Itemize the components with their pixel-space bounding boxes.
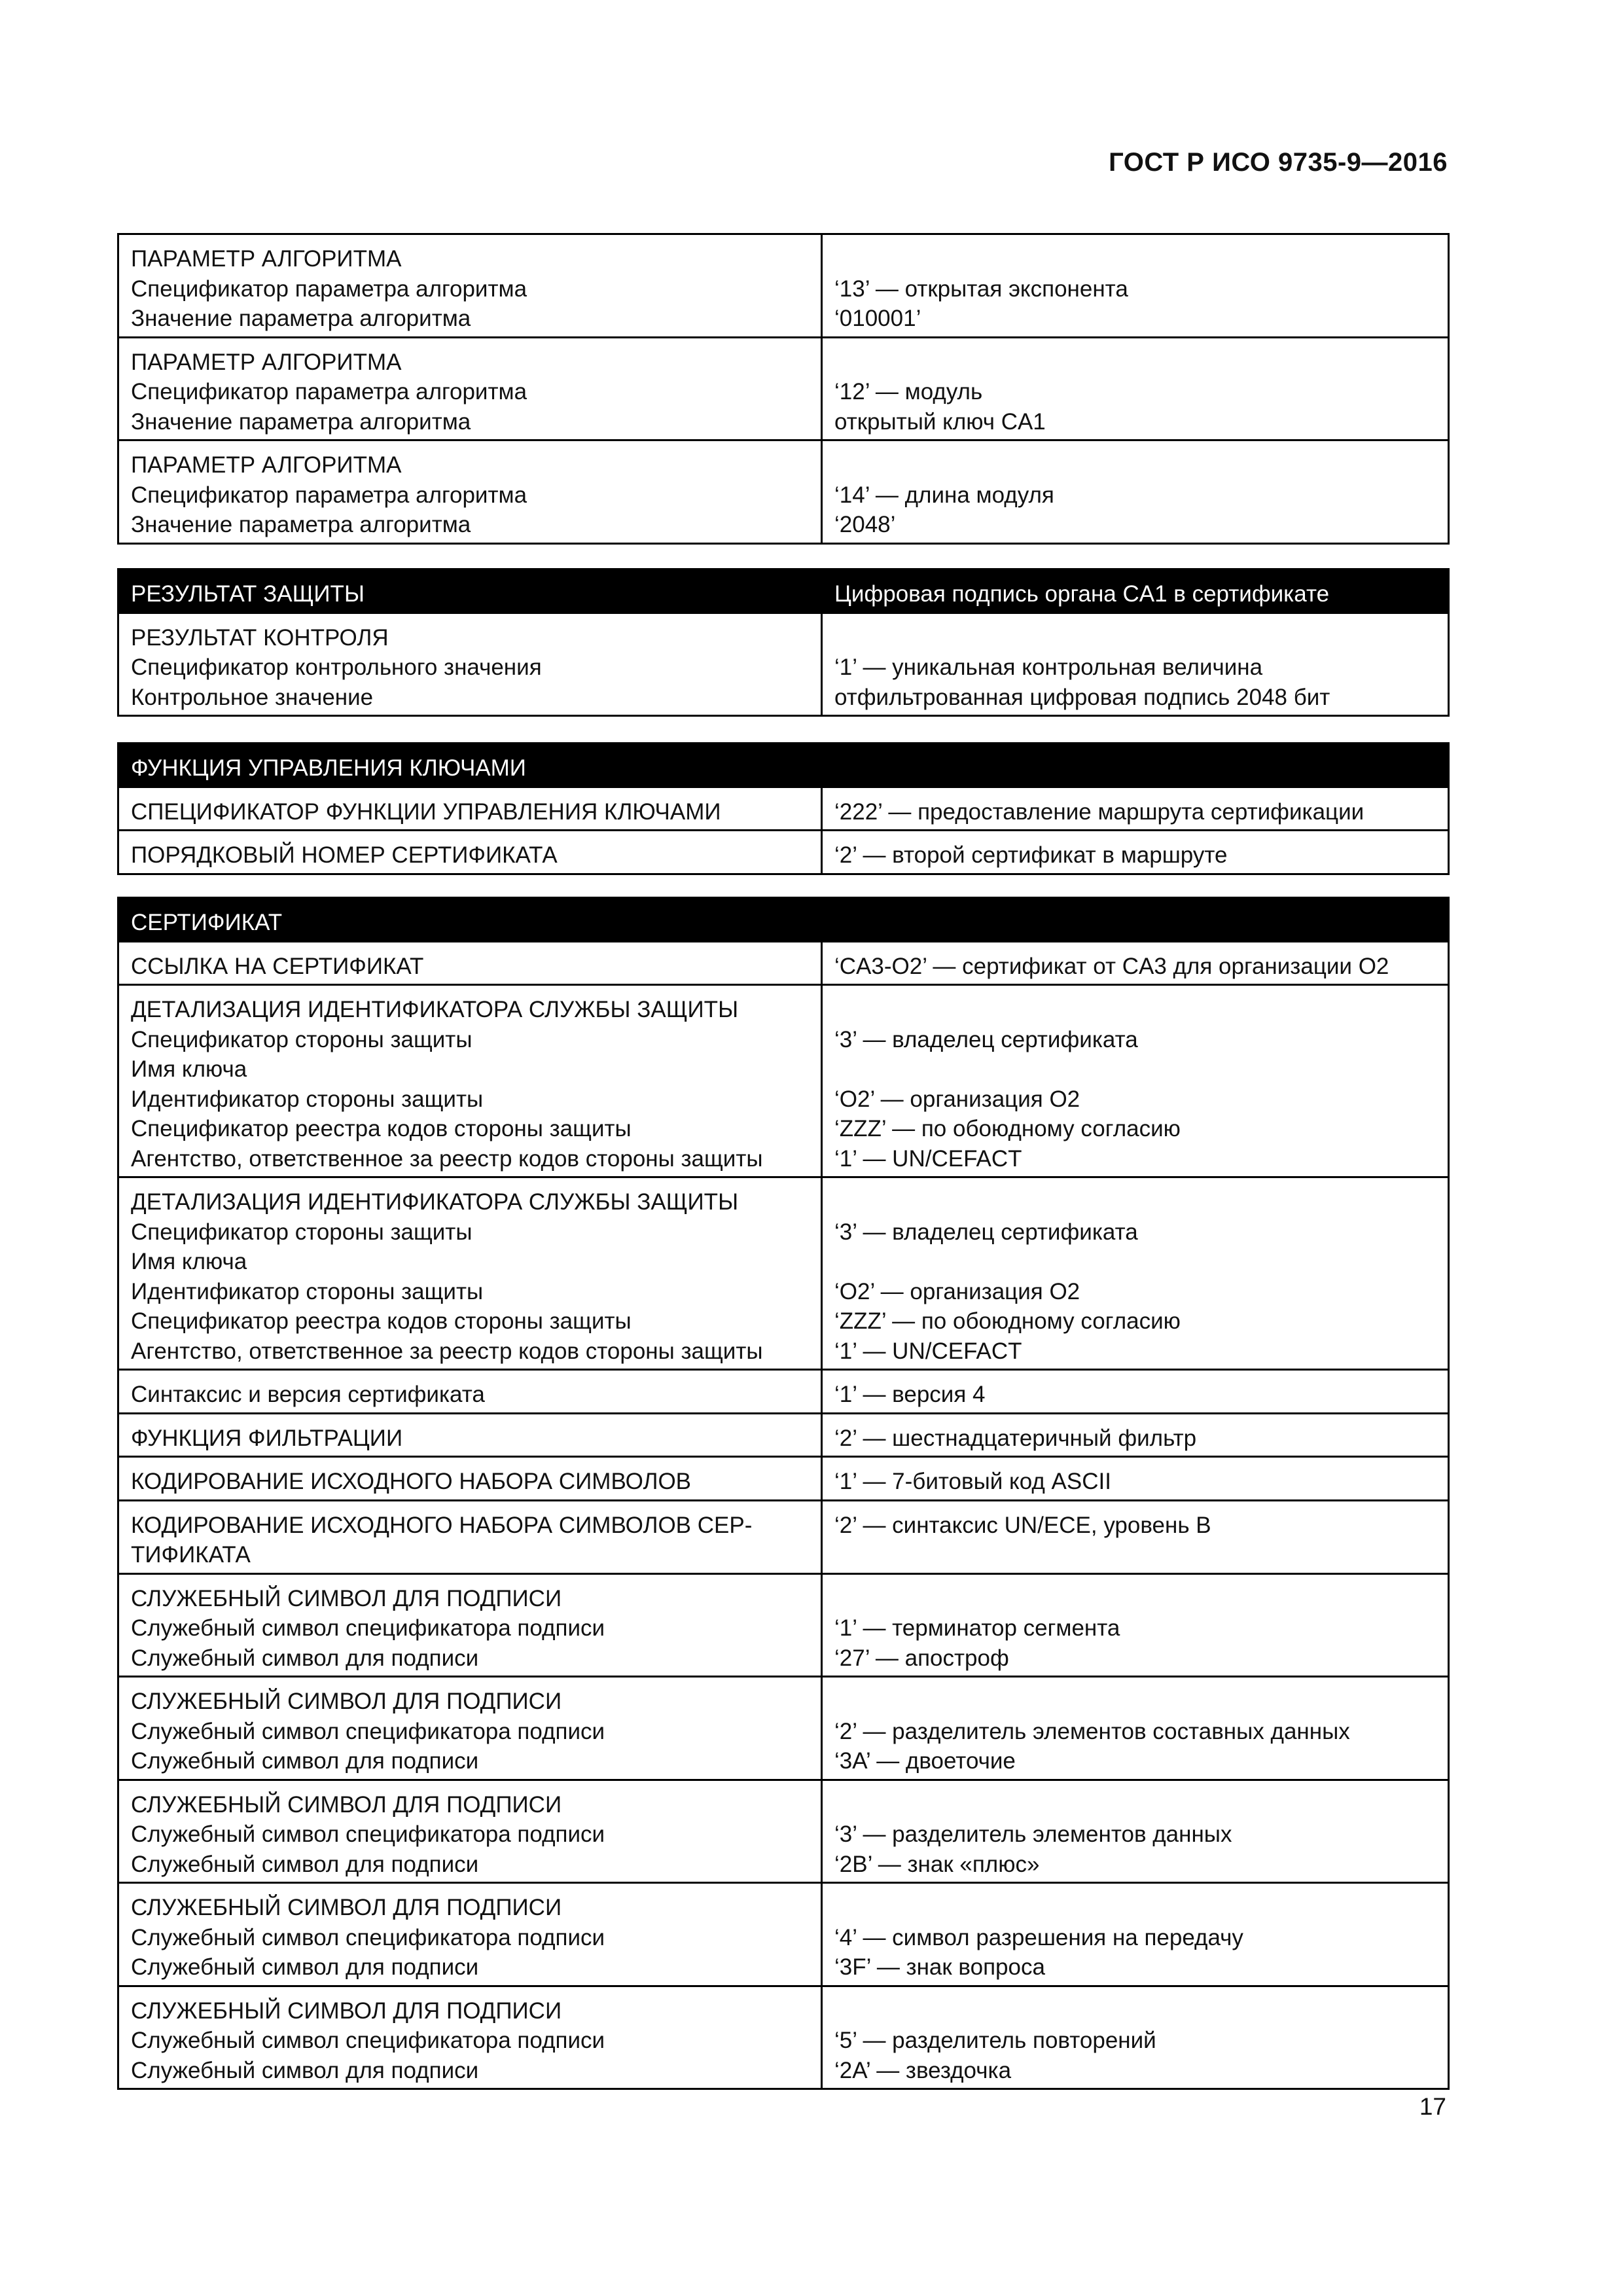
key-management-table <box>117 742 1450 875</box>
field-name-cell <box>118 985 822 1177</box>
field-value-line: ‘ZZZ’ — по обоюдному согласию <box>834 1308 1181 1334</box>
field-name-line: Имя ключа <box>131 1249 247 1274</box>
field-name-line: Спецификатор параметра алгоритма <box>131 276 527 302</box>
field-value-cell <box>822 613 1449 716</box>
section-header-left: РЕЗУЛЬТАТ ЗАЩИТЫ <box>118 569 822 613</box>
table-row <box>118 337 1449 440</box>
section-header-right: Цифровая подпись органа CA1 в сертификате <box>822 569 1449 613</box>
field-value-cell <box>822 1780 1449 1883</box>
field-value-cell <box>822 234 1449 338</box>
field-name-cell <box>118 1780 822 1883</box>
field-value-cell <box>822 1986 1449 2089</box>
field-value-line: ‘3’ — разделитель элементов данных <box>834 1821 1232 1847</box>
field-value-line <box>834 348 1437 378</box>
table-row <box>118 787 1449 831</box>
table-row <box>118 1780 1449 1883</box>
field-value-line: ‘ZZZ’ — по обоюдному согласию <box>834 1116 1181 1141</box>
field-value-line: ‘1’ — UN/CEFACT <box>834 1145 1022 1172</box>
field-value-line: ‘27’ — апостроф <box>834 1645 1009 1671</box>
field-name-line: СЛУЖЕБНЫЙ СИМВОЛ ДЛЯ ПОДПИСИ <box>131 1585 562 1611</box>
section-header-row <box>118 898 1449 942</box>
field-name-line: СЛУЖЕБНЫЙ СИМВОЛ ДЛЯ ПОДПИСИ <box>131 1895 562 1920</box>
field-value-cell <box>822 1883 1449 1986</box>
field-value-line <box>834 244 1437 274</box>
document-designation: ГОСТ Р ИСО 9735-9—2016 <box>1109 148 1448 177</box>
field-name-line: КОДИРОВАНИЕ ИСХОДНОГО НАБОРА СИМВОЛОВ СЕР- <box>131 1512 753 1538</box>
field-name-cell <box>118 1413 822 1457</box>
field-name-line: Служебный символ для подписи <box>131 2057 479 2083</box>
field-name-line: СЛУЖЕБНЫЙ СИМВОЛ ДЛЯ ПОДПИСИ <box>131 1791 562 1818</box>
field-name-line: Агентство, ответственное за реестр кодов стороны защиты <box>131 1338 763 1364</box>
field-name-line: Служебный символ спецификатора подписи <box>131 2028 605 2053</box>
field-value-cell <box>822 1457 1449 1501</box>
field-name-line: ФУНКЦИЯ ФИЛЬТРАЦИИ <box>131 1425 403 1451</box>
field-name-line: Служебный символ для подписи <box>131 1748 479 1774</box>
field-name-line: КОДИРОВАНИЕ ИСХОДНОГО НАБОРА СИМВОЛОВ <box>131 1469 692 1494</box>
field-name-line: Имя ключа <box>131 1056 247 1082</box>
field-value-cell <box>822 1413 1449 1457</box>
section-header-title: СЕРТИФИКАТ <box>118 898 1449 942</box>
field-name-cell <box>118 1177 822 1370</box>
table-row <box>118 1457 1449 1501</box>
field-value-line: ‘1’ — 7-битовый код ASCII <box>834 1469 1111 1494</box>
field-value-line <box>834 1054 1437 1085</box>
field-value-line <box>834 1996 1437 2026</box>
field-value-line: ‘3F’ — знак вопроса <box>834 1954 1045 1980</box>
field-name-cell <box>118 1677 822 1780</box>
table-row <box>118 831 1449 874</box>
field-value-line: ‘2’ — второй сертификат в маршруте <box>834 842 1228 868</box>
section-header-row <box>118 744 1449 787</box>
table-row <box>118 985 1449 1177</box>
field-name-line: СЛУЖЕБНЫЙ СИМВОЛ ДЛЯ ПОДПИСИ <box>131 1998 562 2024</box>
field-name-cell <box>118 1573 822 1677</box>
field-value-cell <box>822 831 1449 874</box>
field-value-line: ‘1’ — терминатор сегмента <box>834 1615 1120 1641</box>
field-name-line: РЕЗУЛЬТАТ КОНТРОЛЯ <box>131 624 389 651</box>
field-value-line: ‘2’ — шестнадцатеричный фильтр <box>834 1425 1197 1451</box>
field-name-line: Идентификатор стороны защиты <box>131 1278 484 1304</box>
table-row <box>118 941 1449 985</box>
field-name-line: ПОРЯДКОВЫЙ НОМЕР СЕРТИФИКАТА <box>131 842 558 868</box>
field-name-cell <box>118 1883 822 1986</box>
field-name-line: Агентство, ответственное за реестр кодов стороны защиты <box>131 1145 763 1172</box>
field-value-cell <box>822 337 1449 440</box>
field-value-line: ‘2A’ — звездочка <box>834 2057 1012 2083</box>
field-name-line: ПАРАМЕТР АЛГОРИТМА <box>131 246 402 272</box>
field-name-line: Спецификатор реестра кодов стороны защиты <box>131 1308 632 1334</box>
field-value-line: ‘1’ — UN/CEFACT <box>834 1338 1022 1364</box>
field-name-line: Идентификатор стороны защиты <box>131 1086 484 1112</box>
field-value-line <box>834 1247 1437 1277</box>
table-row <box>118 1986 1449 2089</box>
field-name-cell <box>118 337 822 440</box>
field-value-line <box>834 995 1437 1025</box>
field-name-line: Служебный символ спецификатора подписи <box>131 1924 605 1950</box>
field-name-line: Служебный символ для подписи <box>131 1954 479 1980</box>
field-value-line: ‘12’ — модуль <box>834 379 983 404</box>
field-name-line: ПАРАМЕТР АЛГОРИТМА <box>131 452 402 478</box>
table-row <box>118 1883 1449 1986</box>
field-name-line: СПЕЦИФИКАТОР ФУНКЦИИ УПРАВЛЕНИЯ КЛЮЧАМИ <box>131 798 721 825</box>
field-value-line: ‘4’ — символ разрешения на передачу <box>834 1924 1243 1950</box>
table-row <box>118 1177 1449 1370</box>
field-value-line: ‘2048’ <box>834 512 896 537</box>
field-name-cell <box>118 1500 822 1573</box>
field-value-line: ‘3A’ — двоеточие <box>834 1748 1016 1774</box>
field-name-cell <box>118 1370 822 1414</box>
field-value-line: ‘CA3-O2’ — сертификат от CA3 для организации O2 <box>834 953 1389 979</box>
field-name-cell <box>118 831 822 874</box>
field-name-line: СЛУЖЕБНЫЙ СИМВОЛ ДЛЯ ПОДПИСИ <box>131 1689 562 1714</box>
field-name-line: Значение параметра алгоритма <box>131 306 471 331</box>
field-name-line: Служебный символ для подписи <box>131 1851 479 1877</box>
field-name-line: Служебный символ спецификатора подписи <box>131 1615 605 1641</box>
table-row <box>118 234 1449 338</box>
field-value-line: ‘O2’ — организация O2 <box>834 1278 1080 1304</box>
table-row <box>118 613 1449 716</box>
field-name-line: Контрольное значение <box>131 684 374 710</box>
field-value-line: ‘1’ — версия 4 <box>834 1382 986 1407</box>
field-name-line: ПАРАМЕТР АЛГОРИТМА <box>131 349 402 375</box>
field-name-line: Спецификатор контрольного значения <box>131 655 542 680</box>
field-name-cell <box>118 234 822 338</box>
table-row <box>118 1370 1449 1414</box>
field-value-line: отфильтрованная цифровая подпись 2048 бит <box>834 684 1330 710</box>
field-name-cell <box>118 613 822 716</box>
field-value-cell <box>822 941 1449 985</box>
section-header-row <box>118 569 1449 613</box>
field-value-line <box>834 623 1437 653</box>
field-name-cell <box>118 787 822 831</box>
field-value-line <box>834 1790 1437 1820</box>
field-value-line: ‘2’ — синтаксис UN/ECE, уровень B <box>834 1512 1211 1538</box>
field-name-line: Служебный символ спецификатора подписи <box>131 1821 605 1847</box>
field-name-line: ДЕТАЛИЗАЦИЯ ИДЕНТИФИКАТОРА СЛУЖБЫ ЗАЩИТЫ <box>131 1189 739 1215</box>
field-name-line: Спецификатор стороны защиты <box>131 1026 473 1052</box>
field-value-cell <box>822 1677 1449 1780</box>
field-value-line <box>834 1187 1437 1217</box>
field-name-line: Служебный символ спецификатора подписи <box>131 1718 605 1744</box>
field-name-line: Спецификатор стороны защиты <box>131 1219 473 1245</box>
field-value-line <box>834 1584 1437 1614</box>
field-value-line: ‘14’ — длина модуля <box>834 482 1054 508</box>
field-value-cell <box>822 787 1449 831</box>
field-name-cell <box>118 1986 822 2089</box>
certificate-table <box>117 897 1450 2090</box>
field-value-line: ‘O2’ — организация O2 <box>834 1086 1080 1112</box>
algorithm-parameters-table <box>117 233 1450 545</box>
field-value-cell <box>822 1573 1449 1677</box>
field-value-cell <box>822 1370 1449 1414</box>
security-result-table <box>117 568 1450 717</box>
field-name-cell <box>118 440 822 544</box>
field-value-line: ‘3’ — владелец сертификата <box>834 1219 1138 1245</box>
table-row <box>118 1573 1449 1677</box>
field-name-cell <box>118 941 822 985</box>
field-value-cell <box>822 1177 1449 1370</box>
field-name-line: ДЕТАЛИЗАЦИЯ ИДЕНТИФИКАТОРА СЛУЖБЫ ЗАЩИТЫ <box>131 997 739 1022</box>
field-value-cell <box>822 440 1449 544</box>
table-row <box>118 1413 1449 1457</box>
field-value-line: открытый ключ CA1 <box>834 408 1046 435</box>
field-value-line: ‘13’ — открытая экспонента <box>834 276 1128 302</box>
field-name-line: ТИФИКАТА <box>131 1542 251 1568</box>
field-name-line: ССЫЛКА НА СЕРТИФИКАТ <box>131 953 424 979</box>
field-name-cell <box>118 1457 822 1501</box>
field-value-cell <box>822 1500 1449 1573</box>
field-value-line: ‘2B’ — знак «плюс» <box>834 1851 1040 1877</box>
field-name-line: Значение параметра алгоритма <box>131 512 471 537</box>
field-value-line: ‘222’ — предоставление маршрута сертификации <box>834 798 1364 825</box>
field-name-line: Значение параметра алгоритма <box>131 408 471 435</box>
field-value-line: ‘3’ — владелец сертификата <box>834 1026 1138 1052</box>
field-name-line: Спецификатор реестра кодов стороны защиты <box>131 1116 632 1141</box>
field-value-cell <box>822 985 1449 1177</box>
field-value-line <box>834 1687 1437 1717</box>
field-value-line: ‘1’ — уникальная контрольная величина <box>834 655 1263 680</box>
field-value-line: ‘2’ — разделитель элементов составных данных <box>834 1718 1350 1744</box>
table-row <box>118 1677 1449 1780</box>
section-header-title: ФУНКЦИЯ УПРАВЛЕНИЯ КЛЮЧАМИ <box>118 744 1449 787</box>
field-value-line: ‘010001’ <box>834 306 921 331</box>
field-value-line: ‘5’ — разделитель повторений <box>834 2028 1156 2053</box>
field-value-line <box>834 450 1437 480</box>
table-row <box>118 1500 1449 1573</box>
table-row <box>118 440 1449 544</box>
field-name-line: Служебный символ для подписи <box>131 1645 479 1671</box>
field-name-line: Спецификатор параметра алгоритма <box>131 482 527 508</box>
field-value-line <box>834 1893 1437 1923</box>
field-name-line: Спецификатор параметра алгоритма <box>131 379 527 404</box>
field-name-line: Синтаксис и версия сертификата <box>131 1382 485 1407</box>
page-number: 17 <box>1419 2093 1446 2120</box>
